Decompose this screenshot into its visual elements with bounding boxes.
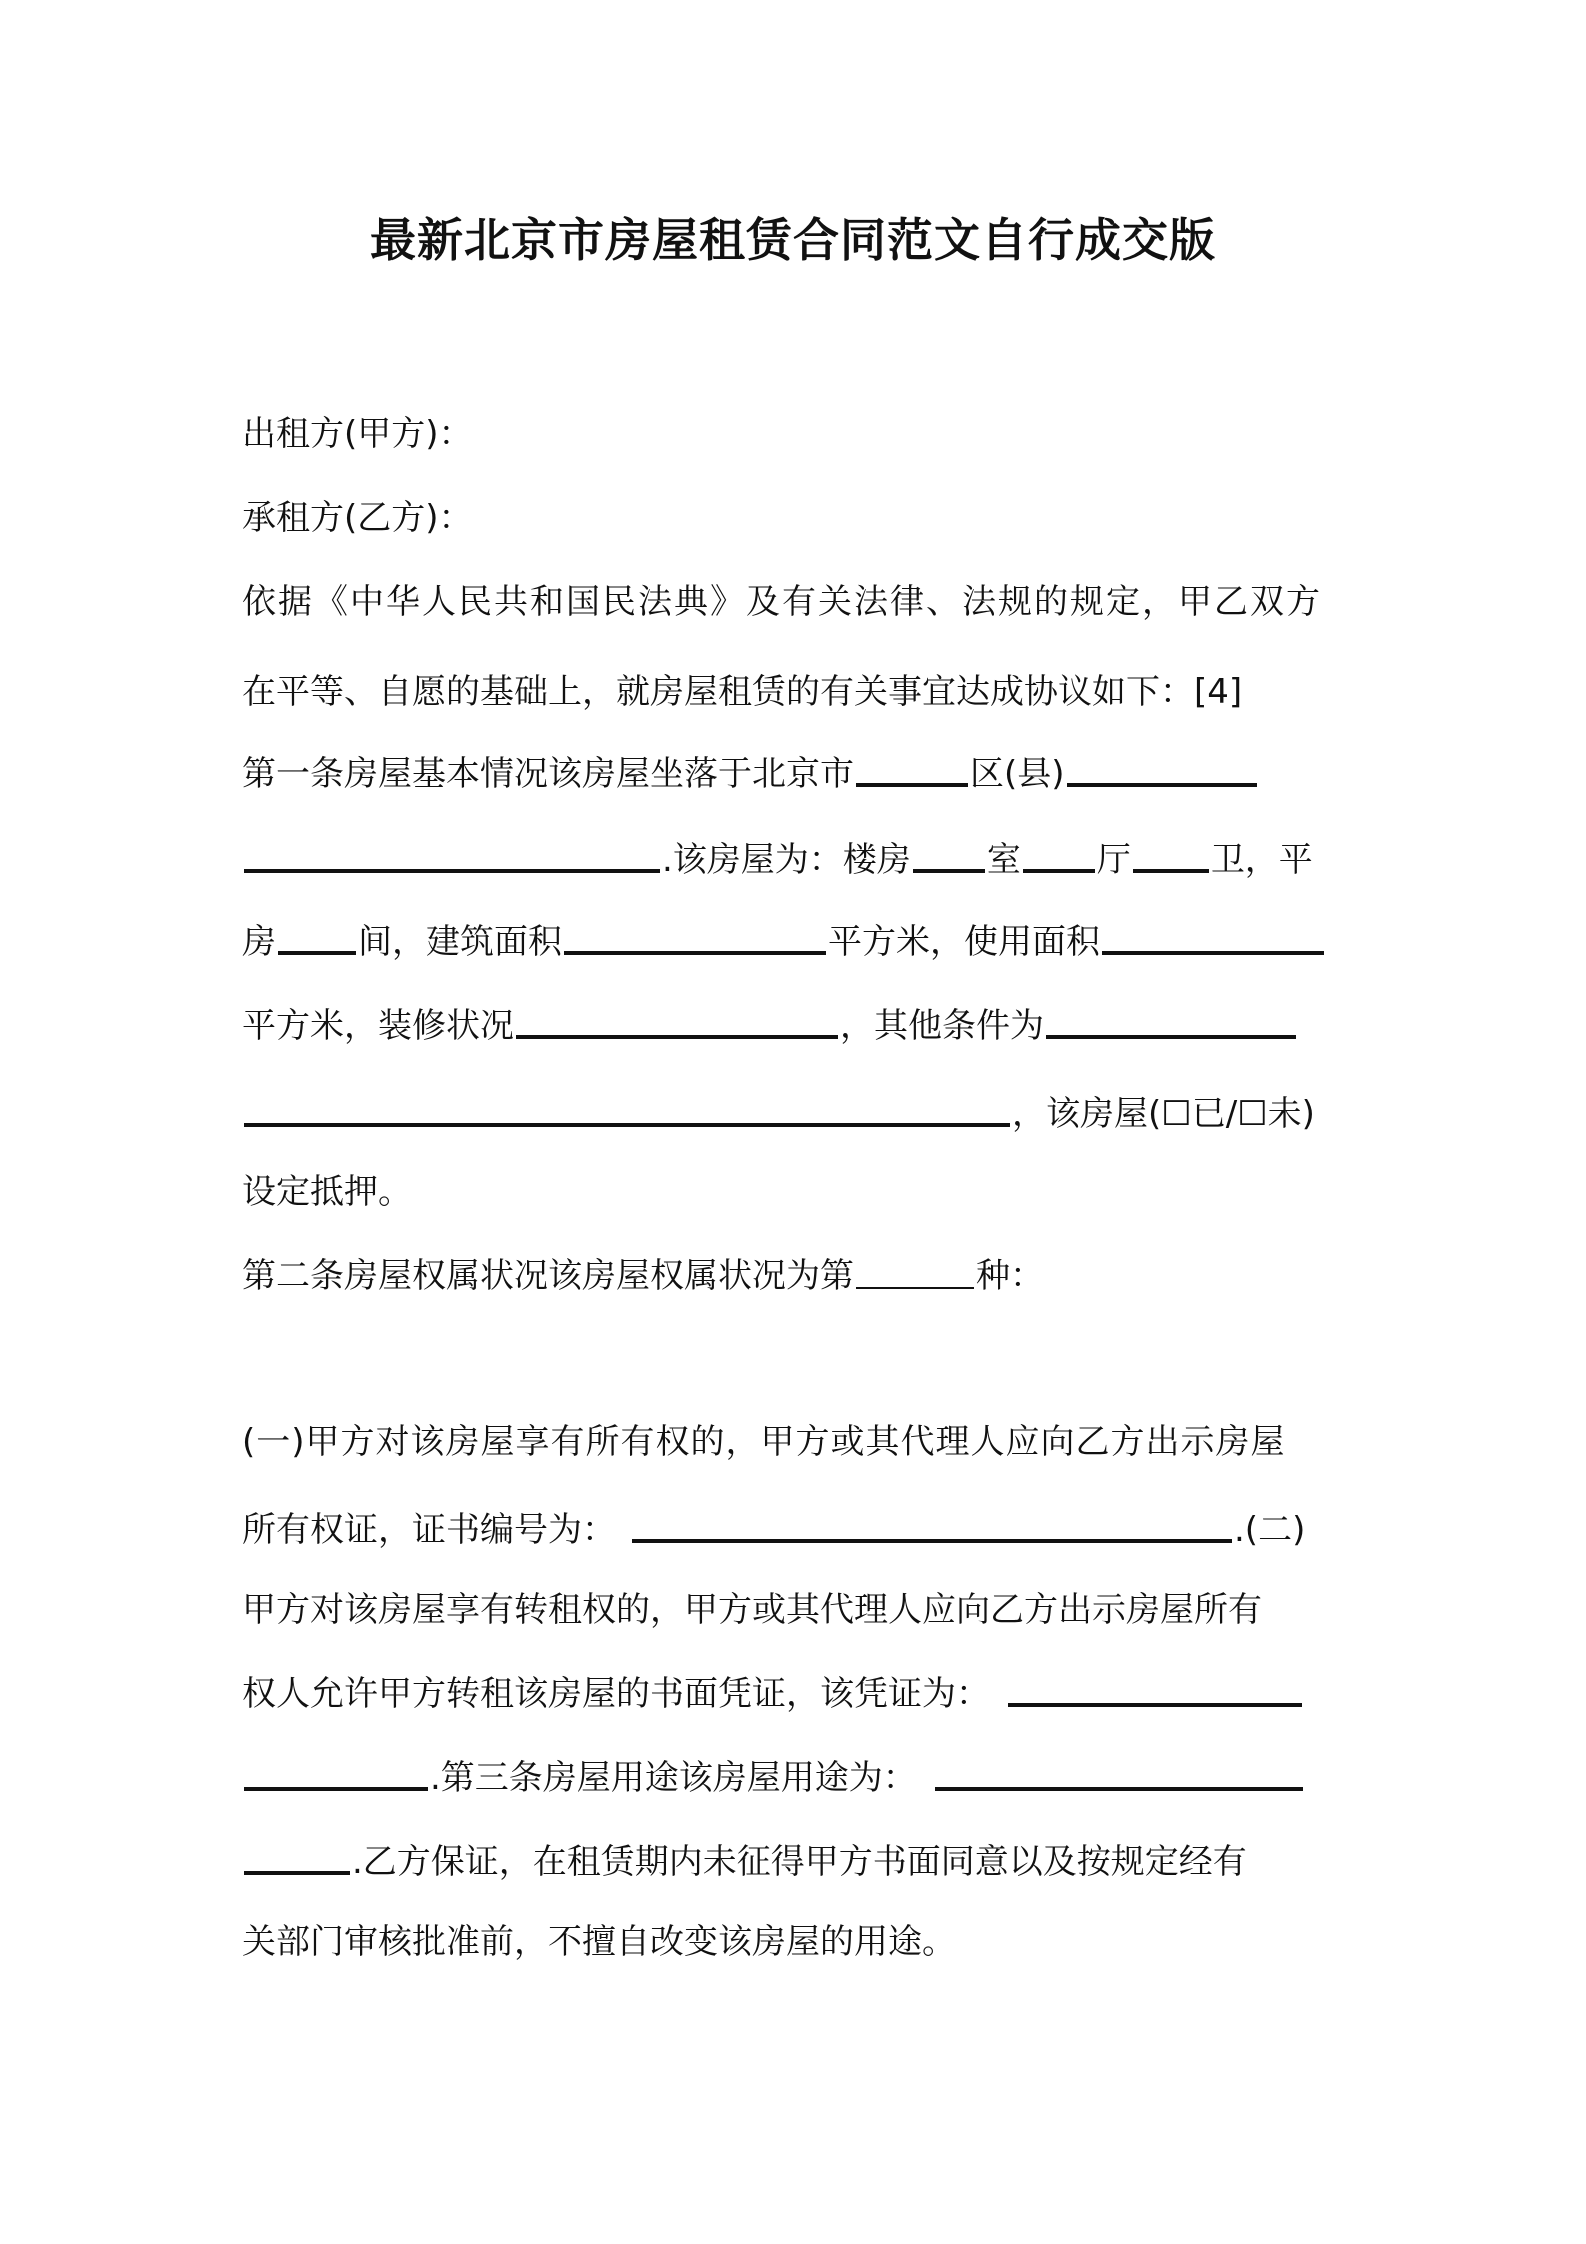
other-conditions-label: ，其他条件为 xyxy=(840,1006,1044,1046)
district-blank xyxy=(856,783,968,787)
lessee-line xyxy=(242,496,1358,540)
building-area-label: 间，建筑面积 xyxy=(358,922,562,962)
mortgage-text: 设定抵押。 xyxy=(242,1172,412,1212)
hall-label: 厅 xyxy=(1096,840,1131,880)
article-3-text-c: 关部门审核批准前，不擅自改变该房屋的用途。 xyxy=(242,1922,956,1962)
article-2-line-2 xyxy=(242,1420,1358,1464)
room-label: 室 xyxy=(986,840,1021,880)
county-blank xyxy=(1067,783,1257,787)
article-1-text-b: 区(县) xyxy=(970,754,1065,794)
bath-blank xyxy=(1133,869,1209,873)
building-area-blank xyxy=(564,951,826,955)
article-2-line-3 xyxy=(242,1508,1358,1552)
preamble-text-1: 依据《中华人民共和国民法典》及有关法律、法规的规定，甲乙双方 xyxy=(242,582,1322,622)
ownership-type-blank xyxy=(856,1287,974,1289)
article-2-line-4 xyxy=(242,1588,1358,1632)
article-2-line-1 xyxy=(242,1254,1358,1298)
article-3-line-1 xyxy=(242,1756,1358,1800)
certificate-label: 所有权证，证书编号为： xyxy=(242,1510,616,1550)
article-2-text-a: 第二条房屋权属状况该房屋权属状况为第 xyxy=(242,1256,854,1296)
article-3-line-2 xyxy=(242,1840,1358,1884)
preamble-line-1 xyxy=(242,580,1358,624)
usable-area-blank xyxy=(1102,951,1324,955)
certificate-number-blank xyxy=(632,1539,1232,1543)
preamble-line-2 xyxy=(242,670,1358,714)
article-1-line-2 xyxy=(242,838,1358,882)
room-blank xyxy=(913,869,985,873)
bungalow-label: 房 xyxy=(242,922,276,962)
article-3-text-a: .第三条房屋用途该房屋用途为： xyxy=(430,1758,917,1798)
usage-blank-2 xyxy=(244,1871,350,1875)
article-2-text-b: 种： xyxy=(976,1256,1044,1296)
article-1-line-4 xyxy=(242,1004,1358,1048)
other-conditions-blank xyxy=(1046,1035,1296,1039)
article-1-text-a: 第一条房屋基本情况该房屋坐落于北京市 xyxy=(242,754,854,794)
other-conditions-blank-2 xyxy=(244,1123,1010,1127)
decoration-blank xyxy=(516,1035,838,1039)
address-blank xyxy=(244,869,660,873)
article-2-text-c: (一)甲方对该房屋享有所有权的，甲方或其代理人应向乙方出示房屋 xyxy=(242,1422,1286,1462)
bungalow-rooms-blank xyxy=(278,951,356,955)
article-1-line-1 xyxy=(242,752,1358,796)
article-2-line-5 xyxy=(242,1672,1358,1716)
article-1-line-3 xyxy=(242,920,1358,964)
lessor-label: 出租方(甲方)： xyxy=(242,414,473,454)
article-1-text-c: .该房屋为：楼房 xyxy=(662,840,911,880)
article-2-text-d: 甲方对该房屋享有转租权的，甲方或其代理人应向乙方出示房屋所有 xyxy=(242,1590,1262,1630)
article-1-line-6 xyxy=(242,1170,1358,1214)
article-1-line-5 xyxy=(242,1092,1358,1136)
lessor-line xyxy=(242,412,1358,456)
usable-area-label: 平方米，使用面积 xyxy=(828,922,1100,962)
preamble-text-2: 在平等、自愿的基础上，就房屋租赁的有关事宜达成协议如下：[4] xyxy=(242,672,1243,712)
article-3-text-b: .乙方保证，在租赁期内未征得甲方书面同意以及按规定经有 xyxy=(352,1842,1247,1882)
lessee-label: 承租方(乙方)： xyxy=(242,498,473,538)
bath-label: 卫，平 xyxy=(1210,840,1313,880)
clause-2-label: .(二) xyxy=(1234,1510,1306,1550)
article-2-text-e: 权人允许甲方转租该房屋的书面凭证，该凭证为： xyxy=(242,1674,990,1714)
mortgage-label: ，该房屋(☐已/☐未) xyxy=(1012,1094,1315,1134)
usage-blank xyxy=(935,1787,1303,1791)
document-title: 最新北京市房屋租赁合同范文自行成交版 xyxy=(370,213,1216,267)
decoration-label: 平方米，装修状况 xyxy=(242,1006,514,1046)
article-3-line-3 xyxy=(242,1920,1358,1964)
sublease-proof-blank-2 xyxy=(244,1787,428,1791)
sublease-proof-blank xyxy=(1008,1703,1302,1707)
hall-blank xyxy=(1023,869,1095,873)
